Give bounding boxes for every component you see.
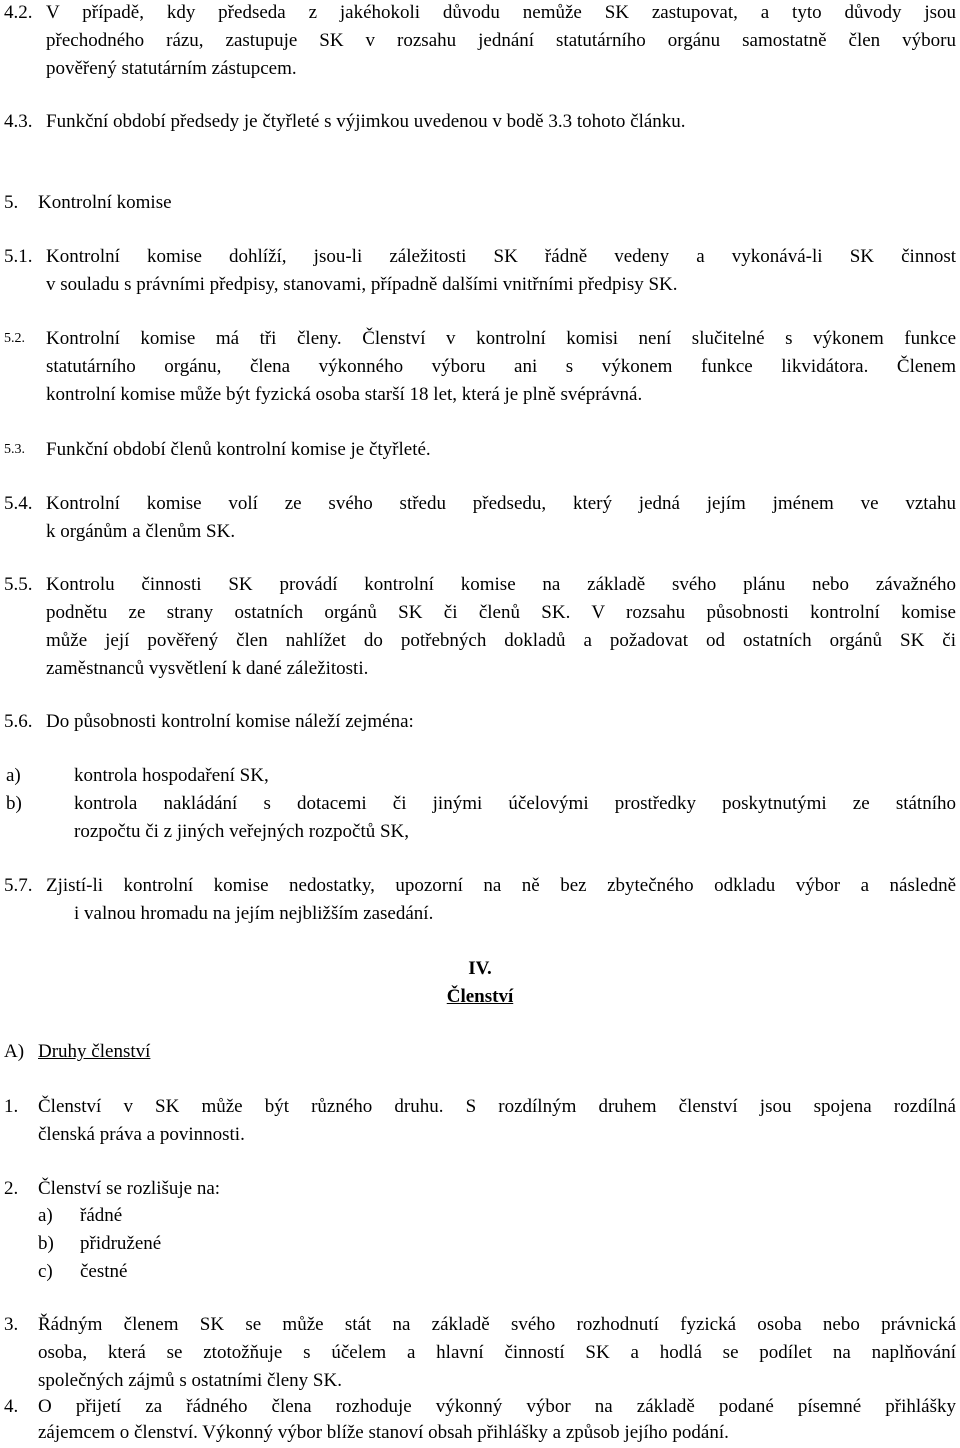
- point-number: 1.: [4, 1096, 19, 1117]
- paragraph-line: Do působnosti kontrolní komise náleží zejména:: [46, 711, 414, 732]
- chapter-number: IV.: [468, 958, 492, 979]
- section-number: 5.: [4, 192, 19, 213]
- paragraph-line: přechodného rázu, zastupuje SK v rozsahu jednání statutárního orgánu samostatně člen výboru: [46, 30, 956, 51]
- paragraph-line: i valnou hromadu na jejím nejbližším zasedání.: [74, 903, 434, 924]
- paragraph-line: Zjistí-li kontrolní komise nedostatky, upozorní na ně bez zbytečného odkladu výbor a následně: [46, 875, 956, 896]
- paragraph-line: Kontrolní komise má tři členy. Členství v kontrolní komisi není slučitelné s výkonem funkce: [46, 328, 956, 349]
- paragraph-line: pověřený statutárním zástupcem.: [46, 58, 297, 79]
- section-number: 5.1.: [4, 246, 33, 267]
- paragraph-line: může její pověřený člen nahlížet do potřebných dokladů a požadovat od ostatních orgánů SK či: [46, 630, 956, 651]
- section-heading: Kontrolní komise: [38, 192, 172, 213]
- paragraph-line: O přijetí za řádného člena rozhoduje výkonný výbor na základě podané písemné přihlášky: [38, 1396, 956, 1417]
- list-item-label: c): [38, 1261, 53, 1282]
- paragraph-line: společných zájmů s ostatními členy SK.: [38, 1370, 342, 1391]
- section-number: 5.6.: [4, 711, 33, 732]
- list-item-label: a): [38, 1205, 53, 1226]
- paragraph-line: Řádným členem SK se může stát na základě svého rozhodnutí fyzická osoba nebo právnická: [38, 1314, 956, 1335]
- paragraph-line: kontrolní komise může být fyzická osoba starší 18 let, která je plně svéprávná.: [46, 384, 643, 405]
- paragraph-line: Funkční období členů kontrolní komise je čtyřleté.: [46, 439, 431, 460]
- paragraph-line: osoba, která se ztotožňuje s účelem a hlavní činností SK a hodlá se podílet na naplňování: [38, 1342, 956, 1363]
- paragraph-line: Kontrolní komise volí ze svého středu předsedu, který jedná jejím jménem ve vztahu: [46, 493, 956, 514]
- point-number: 2.: [4, 1178, 19, 1199]
- section-number: 4.3.: [4, 111, 33, 132]
- list-item-text: kontrola nakládání s dotacemi či jinými účelovými prostředky poskytnutými ze státního: [74, 793, 956, 814]
- subsection-title: Druhy členství: [38, 1041, 151, 1062]
- paragraph-line: V případě, kdy předseda z jakéhokoli důvodu nemůže SK zastupovat, a tyto důvody jsou: [46, 2, 956, 23]
- list-item-text: rozpočtu či z jiných veřejných rozpočtů SK,: [74, 821, 410, 842]
- point-number: 3.: [4, 1314, 19, 1335]
- subsection-label: A): [4, 1041, 25, 1062]
- paragraph-line: Kontrolu činnosti SK provádí kontrolní komise na základě svého plánu nebo závažného: [46, 574, 956, 595]
- paragraph-line: k orgánům a členům SK.: [46, 521, 236, 542]
- list-item-label: a): [6, 765, 21, 786]
- paragraph-line: Funkční období předsedy je čtyřleté s výjimkou uvedenou v bodě 3.3 tohoto článku.: [46, 111, 686, 132]
- section-number: 5.3.: [4, 442, 25, 457]
- list-item-text: řádné: [80, 1205, 123, 1226]
- paragraph-line: statutárního orgánu, člena výkonného výboru ani s výkonem funkce likvidátora. Členem: [46, 356, 956, 377]
- section-number: 5.2.: [4, 331, 25, 346]
- paragraph-line: Kontrolní komise dohlíží, jsou-li záležitosti SK řádně vedeny a vykonává-li SK činnost: [46, 246, 956, 267]
- list-item-label: b): [38, 1233, 54, 1254]
- paragraph-line: zaměstnanců vysvětlení k dané záležitosti.: [46, 658, 369, 679]
- list-item-text: čestné: [80, 1261, 128, 1282]
- list-item-text: přidružené: [80, 1233, 162, 1254]
- paragraph-line: Členství se rozlišuje na:: [38, 1178, 221, 1199]
- section-number: 5.4.: [4, 493, 33, 514]
- section-number: 5.5.: [4, 574, 33, 595]
- section-number: 4.2.: [4, 2, 33, 23]
- paragraph-line: zájemcem o členství. Výkonný výbor blíže stanoví obsah přihlášky a způsob jejího podání.: [38, 1422, 729, 1443]
- chapter-title: Členství: [446, 986, 514, 1007]
- paragraph-line: v souladu s právními předpisy, stanovami, případně dalšími vnitřními předpisy SK.: [46, 274, 678, 295]
- paragraph-line: členská práva a povinnosti.: [38, 1124, 245, 1145]
- paragraph-line: Členství v SK může být různého druhu. S rozdílným druhem členství jsou spojena rozdílná: [38, 1096, 956, 1117]
- paragraph-line: podnětu ze strany ostatních orgánů SK či členů SK. V rozsahu působnosti kontrolní komise: [46, 602, 956, 623]
- list-item-text: kontrola hospodaření SK,: [74, 765, 269, 786]
- section-number: 5.7.: [4, 875, 33, 896]
- point-number: 4.: [4, 1396, 19, 1417]
- list-item-label: b): [6, 793, 22, 814]
